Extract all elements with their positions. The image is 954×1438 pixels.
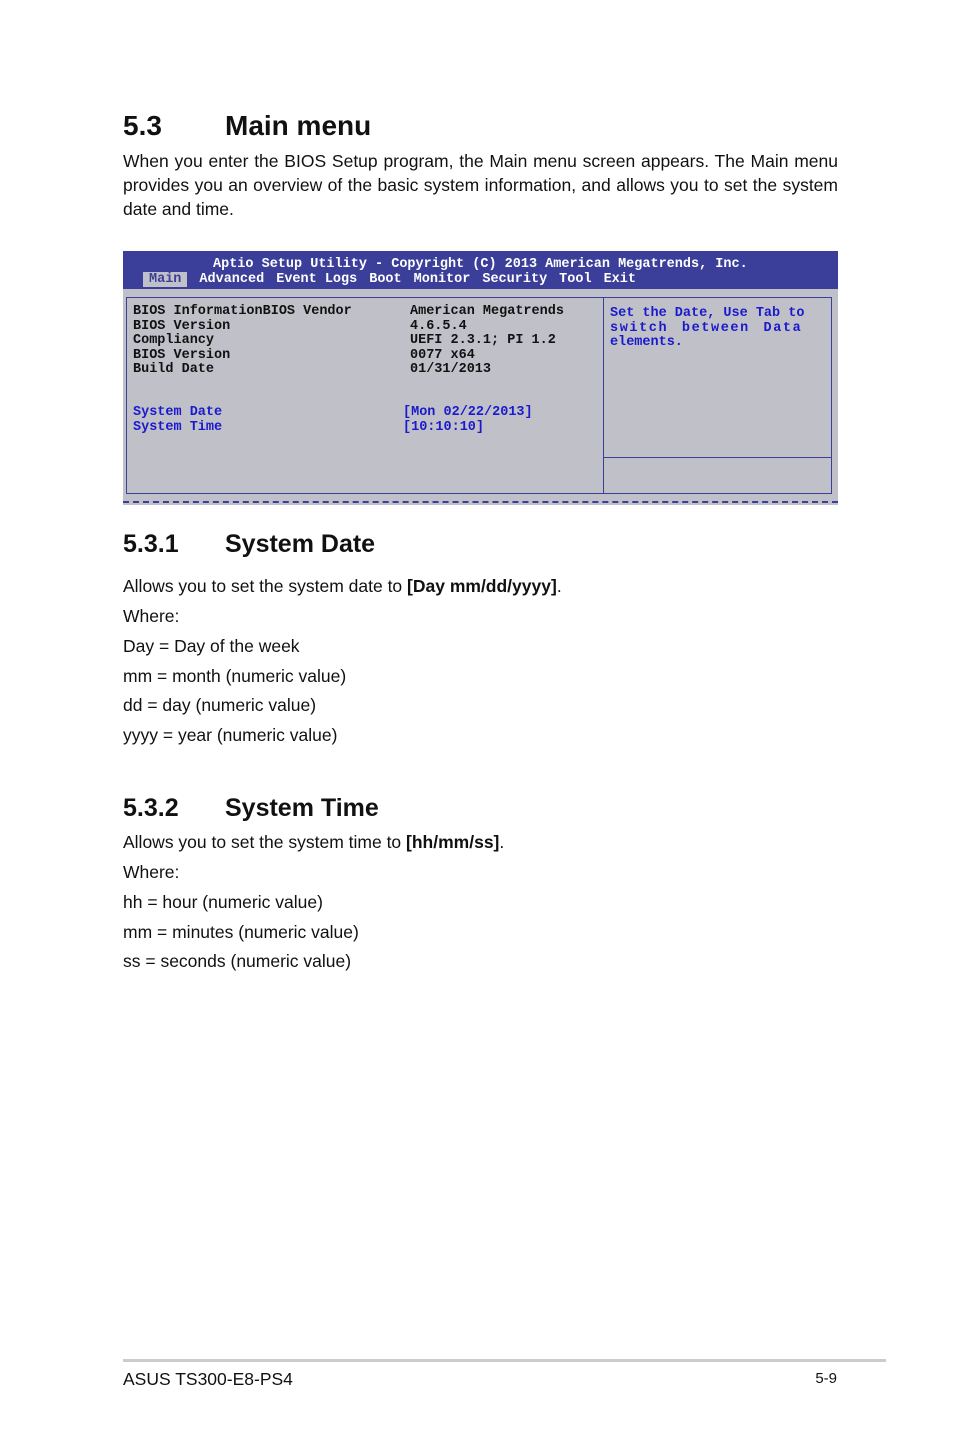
- system-time-label[interactable]: System Time: [133, 420, 223, 435]
- bios-tab-main[interactable]: Main: [143, 272, 187, 287]
- subsection-heading-date: [123, 530, 375, 559]
- time-line: mm = minutes (numeric value): [123, 922, 359, 942]
- time-lead-end: .: [499, 832, 505, 852]
- bios-tab-boot[interactable]: Boot: [369, 272, 402, 287]
- bios-info-label: Build Date: [133, 362, 215, 377]
- time-format: [hh/mm/ss]: [406, 832, 500, 852]
- date-line: mm = month (numeric value): [123, 666, 347, 686]
- subsection-number: 5.3.2: [123, 794, 179, 822]
- bios-info-value: UEFI 2.3.1; PI 1.2: [410, 333, 556, 348]
- bios-info-label: BIOS Version: [133, 347, 231, 363]
- bios-info-value: American Megatrends: [410, 304, 564, 319]
- time-line: hh = hour (numeric value): [123, 892, 323, 912]
- bios-panel-divider: [603, 297, 604, 494]
- subsection-title: System Date: [225, 530, 376, 558]
- bios-menu-bar: [143, 272, 648, 287]
- time-lead: [123, 832, 504, 853]
- bios-dashed-edge: [123, 501, 838, 503]
- section-number: 5.3: [123, 110, 162, 141]
- bios-tab-monitor[interactable]: Monitor: [413, 272, 471, 287]
- date-lead-end: .: [556, 576, 562, 596]
- intro-paragraph: When you enter the BIOS Setup program, the Main menu screen appears. The Main menu provides you an overview of the basic system information, and allows you to set the system date and time.: [123, 151, 838, 219]
- subsection-number: 5.3.1: [123, 530, 179, 558]
- date-format: [Day mm/dd/yyyy]: [407, 576, 557, 596]
- help-line: switch between Data: [610, 320, 803, 336]
- system-date-label[interactable]: System Date: [133, 405, 223, 420]
- footer-product-name: ASUS TS300-E8-PS4: [123, 1369, 293, 1389]
- date-lead: [123, 576, 562, 597]
- date-line: Where:: [123, 606, 180, 626]
- bios-title: Aptio Setup Utility - Copyright (C) 2013 American Megatrends, Inc.: [213, 257, 748, 272]
- bios-tab-advanced[interactable]: Advanced: [199, 272, 265, 287]
- help-line: Set the Date, Use Tab to: [610, 306, 805, 321]
- time-line: ss = seconds (numeric value): [123, 951, 352, 971]
- bios-header-bar: [123, 251, 838, 289]
- subsection-heading-time: [123, 794, 379, 823]
- bios-info-value: 0077 x64: [410, 347, 475, 363]
- subsection-title: System Time: [225, 794, 379, 822]
- time-lead-text: Allows you to set the system time to: [123, 832, 407, 852]
- bios-tab-security[interactable]: Security: [482, 272, 548, 287]
- footer-page-number: 5-9: [815, 1370, 837, 1387]
- bios-info-label: BIOS Version: [133, 318, 231, 334]
- time-line: Where:: [123, 862, 180, 882]
- bios-screenshot: [123, 251, 838, 505]
- bios-info-value: 01/31/2013: [410, 362, 492, 377]
- date-line: Day = Day of the week: [123, 636, 300, 656]
- bios-info-label: Compliancy: [133, 333, 215, 348]
- system-time-field[interactable]: [10:10:10]: [403, 420, 485, 435]
- bios-help-divider: [604, 457, 832, 458]
- footer-rule: [123, 1359, 886, 1362]
- system-date-field[interactable]: [Mon 02/22/2013]: [403, 405, 533, 420]
- bios-info-value: 4.6.5.4: [410, 318, 467, 334]
- date-lead-text: Allows you to set the system date to: [123, 576, 408, 596]
- section-heading: [123, 110, 371, 142]
- bios-info-label: BIOS InformationBIOS Vendor: [133, 304, 352, 319]
- date-line: yyyy = year (numeric value): [123, 725, 338, 745]
- bios-help-text: [610, 307, 846, 351]
- bios-tab-tool[interactable]: Tool: [559, 272, 592, 287]
- help-line: elements.: [610, 335, 683, 350]
- section-title: Main menu: [225, 110, 372, 141]
- bios-tab-event-logs[interactable]: Event Logs: [276, 272, 358, 287]
- date-line: dd = day (numeric value): [123, 695, 317, 715]
- bios-tab-exit[interactable]: Exit: [603, 272, 636, 287]
